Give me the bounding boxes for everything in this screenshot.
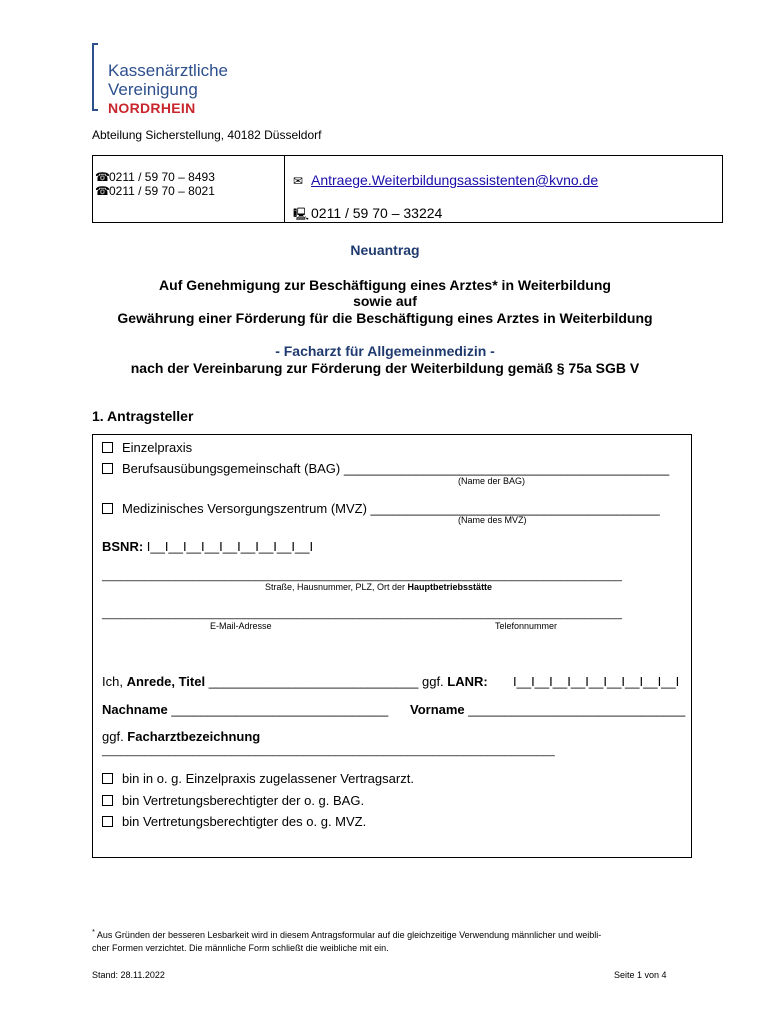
mvz-name-hint: (Name des MVZ)	[458, 515, 527, 525]
phone-2	[95, 184, 215, 198]
nachname-label: Nachname	[102, 702, 168, 717]
facharzt-pre: ggf.	[102, 729, 128, 744]
bsnr-field[interactable]	[102, 539, 313, 554]
title-line-2: sowie auf	[353, 293, 417, 309]
vorname-label: Vorname	[410, 702, 465, 717]
facharzt-label: Facharztbezeichnung	[127, 729, 261, 744]
einzelpraxis-option[interactable]	[102, 440, 192, 455]
vorname-row	[410, 702, 685, 717]
bag-option[interactable]	[102, 461, 669, 476]
einzelpraxis-checkbox[interactable]	[102, 442, 113, 453]
title-line-1: Auf Genehmigung zur Beschäftigung eines Arztes* in Weiterbildung	[159, 277, 611, 293]
address-hint-text: Straße, Hausnummer, PLZ, Ort der	[265, 582, 408, 592]
role-checkbox-2[interactable]	[102, 795, 113, 806]
phone-2-text: 0211 / 59 70 – 8021	[109, 184, 215, 198]
ich-text: Ich,	[102, 674, 127, 689]
contact-divider	[284, 156, 285, 222]
role-checkbox-1[interactable]	[102, 773, 113, 784]
bsnr-boxes[interactable]: I__I__I__I__I__I__I__I__I__I	[146, 539, 314, 554]
vereinbarung-heading: nach der Vereinbarung zur Förderung der Weiterbildung gemäß § 75a SGB V	[130, 360, 640, 376]
role-label-2: bin Vertretungsberechtigter der o. g. BAG.	[122, 793, 365, 808]
phone-icon: ☎	[95, 184, 110, 198]
facharzt-heading: - Facharzt für Allgemeinmedizin -	[275, 343, 495, 359]
bag-checkbox[interactable]	[102, 463, 113, 474]
contact-box	[92, 155, 723, 223]
logo-text-line3: NORDRHEIN	[108, 100, 196, 116]
mvz-label: Medizinisches Versorgungszentrum (MVZ) ________________________________________	[122, 501, 660, 516]
role-option-1[interactable]	[102, 771, 414, 786]
address-hint-bold: Hauptbetriebsstätte	[407, 582, 493, 592]
address-hint	[265, 582, 492, 592]
lanr-boxes[interactable]: I__I__I__I__I__I__I__I__I__I	[513, 674, 680, 689]
email-phone-line[interactable]: _____________________________________________________________________________________	[102, 608, 623, 620]
facharzt-label-row	[102, 729, 260, 744]
bag-name-hint: (Name der BAG)	[458, 476, 526, 486]
einzelpraxis-label: Einzelpraxis	[122, 440, 193, 455]
section-title: 1. Antragsteller	[92, 408, 194, 424]
envelope-icon: ✉	[293, 174, 304, 188]
phone-1	[95, 170, 215, 184]
mvz-checkbox[interactable]	[102, 503, 113, 514]
email-hint: E-Mail-Adresse	[210, 621, 272, 631]
fax-text: 0211 / 59 70 – 33224	[311, 205, 443, 221]
logo-text-line1: Kassenärztliche	[108, 61, 229, 80]
email-link[interactable]: Antraege.Weiterbildungsassistenten@kvno.de	[311, 172, 599, 188]
address-line[interactable]: _____________________________________________________________________________________	[102, 570, 623, 582]
anrede-field[interactable]: _____________________________	[205, 674, 419, 689]
neuantrag-heading: Neuantrag	[350, 242, 420, 258]
role-checkbox-3[interactable]	[102, 816, 113, 827]
name-row	[102, 702, 388, 717]
title-line-3: Gewährung einer Förderung für die Beschäftigung eines Arztes in Weiterbildung	[117, 310, 653, 326]
footnote	[92, 925, 692, 955]
facharzt-field[interactable]: __________________________________________________________________________	[102, 745, 555, 757]
mvz-option[interactable]	[102, 501, 660, 516]
role-label-3: bin Vertretungsberechtigter des o. g. MVZ.	[122, 814, 367, 829]
logo-bracket	[92, 43, 98, 111]
anrede-row	[102, 674, 488, 689]
phone-1-text: 0211 / 59 70 – 8493	[109, 170, 215, 184]
phone-icon: ☎	[95, 170, 110, 184]
lanr-label: LANR:	[447, 674, 488, 689]
footnote-mark: *	[92, 927, 95, 936]
footnote-line-1: Aus Gründen der besseren Lesbarkeit wird in diesem Antragsformular auf die gleichzeitige Verwendung männlicher und weibli-	[94, 930, 602, 940]
nachname-field[interactable]: ______________________________	[167, 702, 389, 717]
bag-label: Berufsausübungsgemeinschaft (BAG) _____________________________________________	[122, 461, 670, 476]
ggf-text: ggf.	[418, 674, 448, 689]
footer-stand: Stand: 28.11.2022	[92, 970, 165, 980]
footer-page: Seite 1 von 4	[614, 970, 667, 980]
role-option-3[interactable]	[102, 814, 366, 829]
email-row	[293, 172, 598, 190]
vorname-field[interactable]: ______________________________	[464, 702, 686, 717]
computer-icon: 🖳	[293, 207, 310, 221]
fax-row	[293, 205, 442, 226]
role-option-2[interactable]	[102, 793, 364, 808]
logo-text-line2: Vereinigung	[108, 80, 198, 99]
department-address: Abteilung Sicherstellung, 40182 Düsseldorf	[92, 128, 322, 142]
role-label-1: bin in o. g. Einzelpraxis zugelassener Vertragsarzt.	[122, 771, 414, 786]
footnote-line-2: cher Formen verzichtet. Die männliche Form schließt die weibliche mit ein.	[92, 943, 389, 953]
bsnr-label: BSNR:	[102, 539, 144, 554]
anrede-label: Anrede, Titel	[126, 674, 206, 689]
phone-hint: Telefonnummer	[495, 621, 558, 631]
